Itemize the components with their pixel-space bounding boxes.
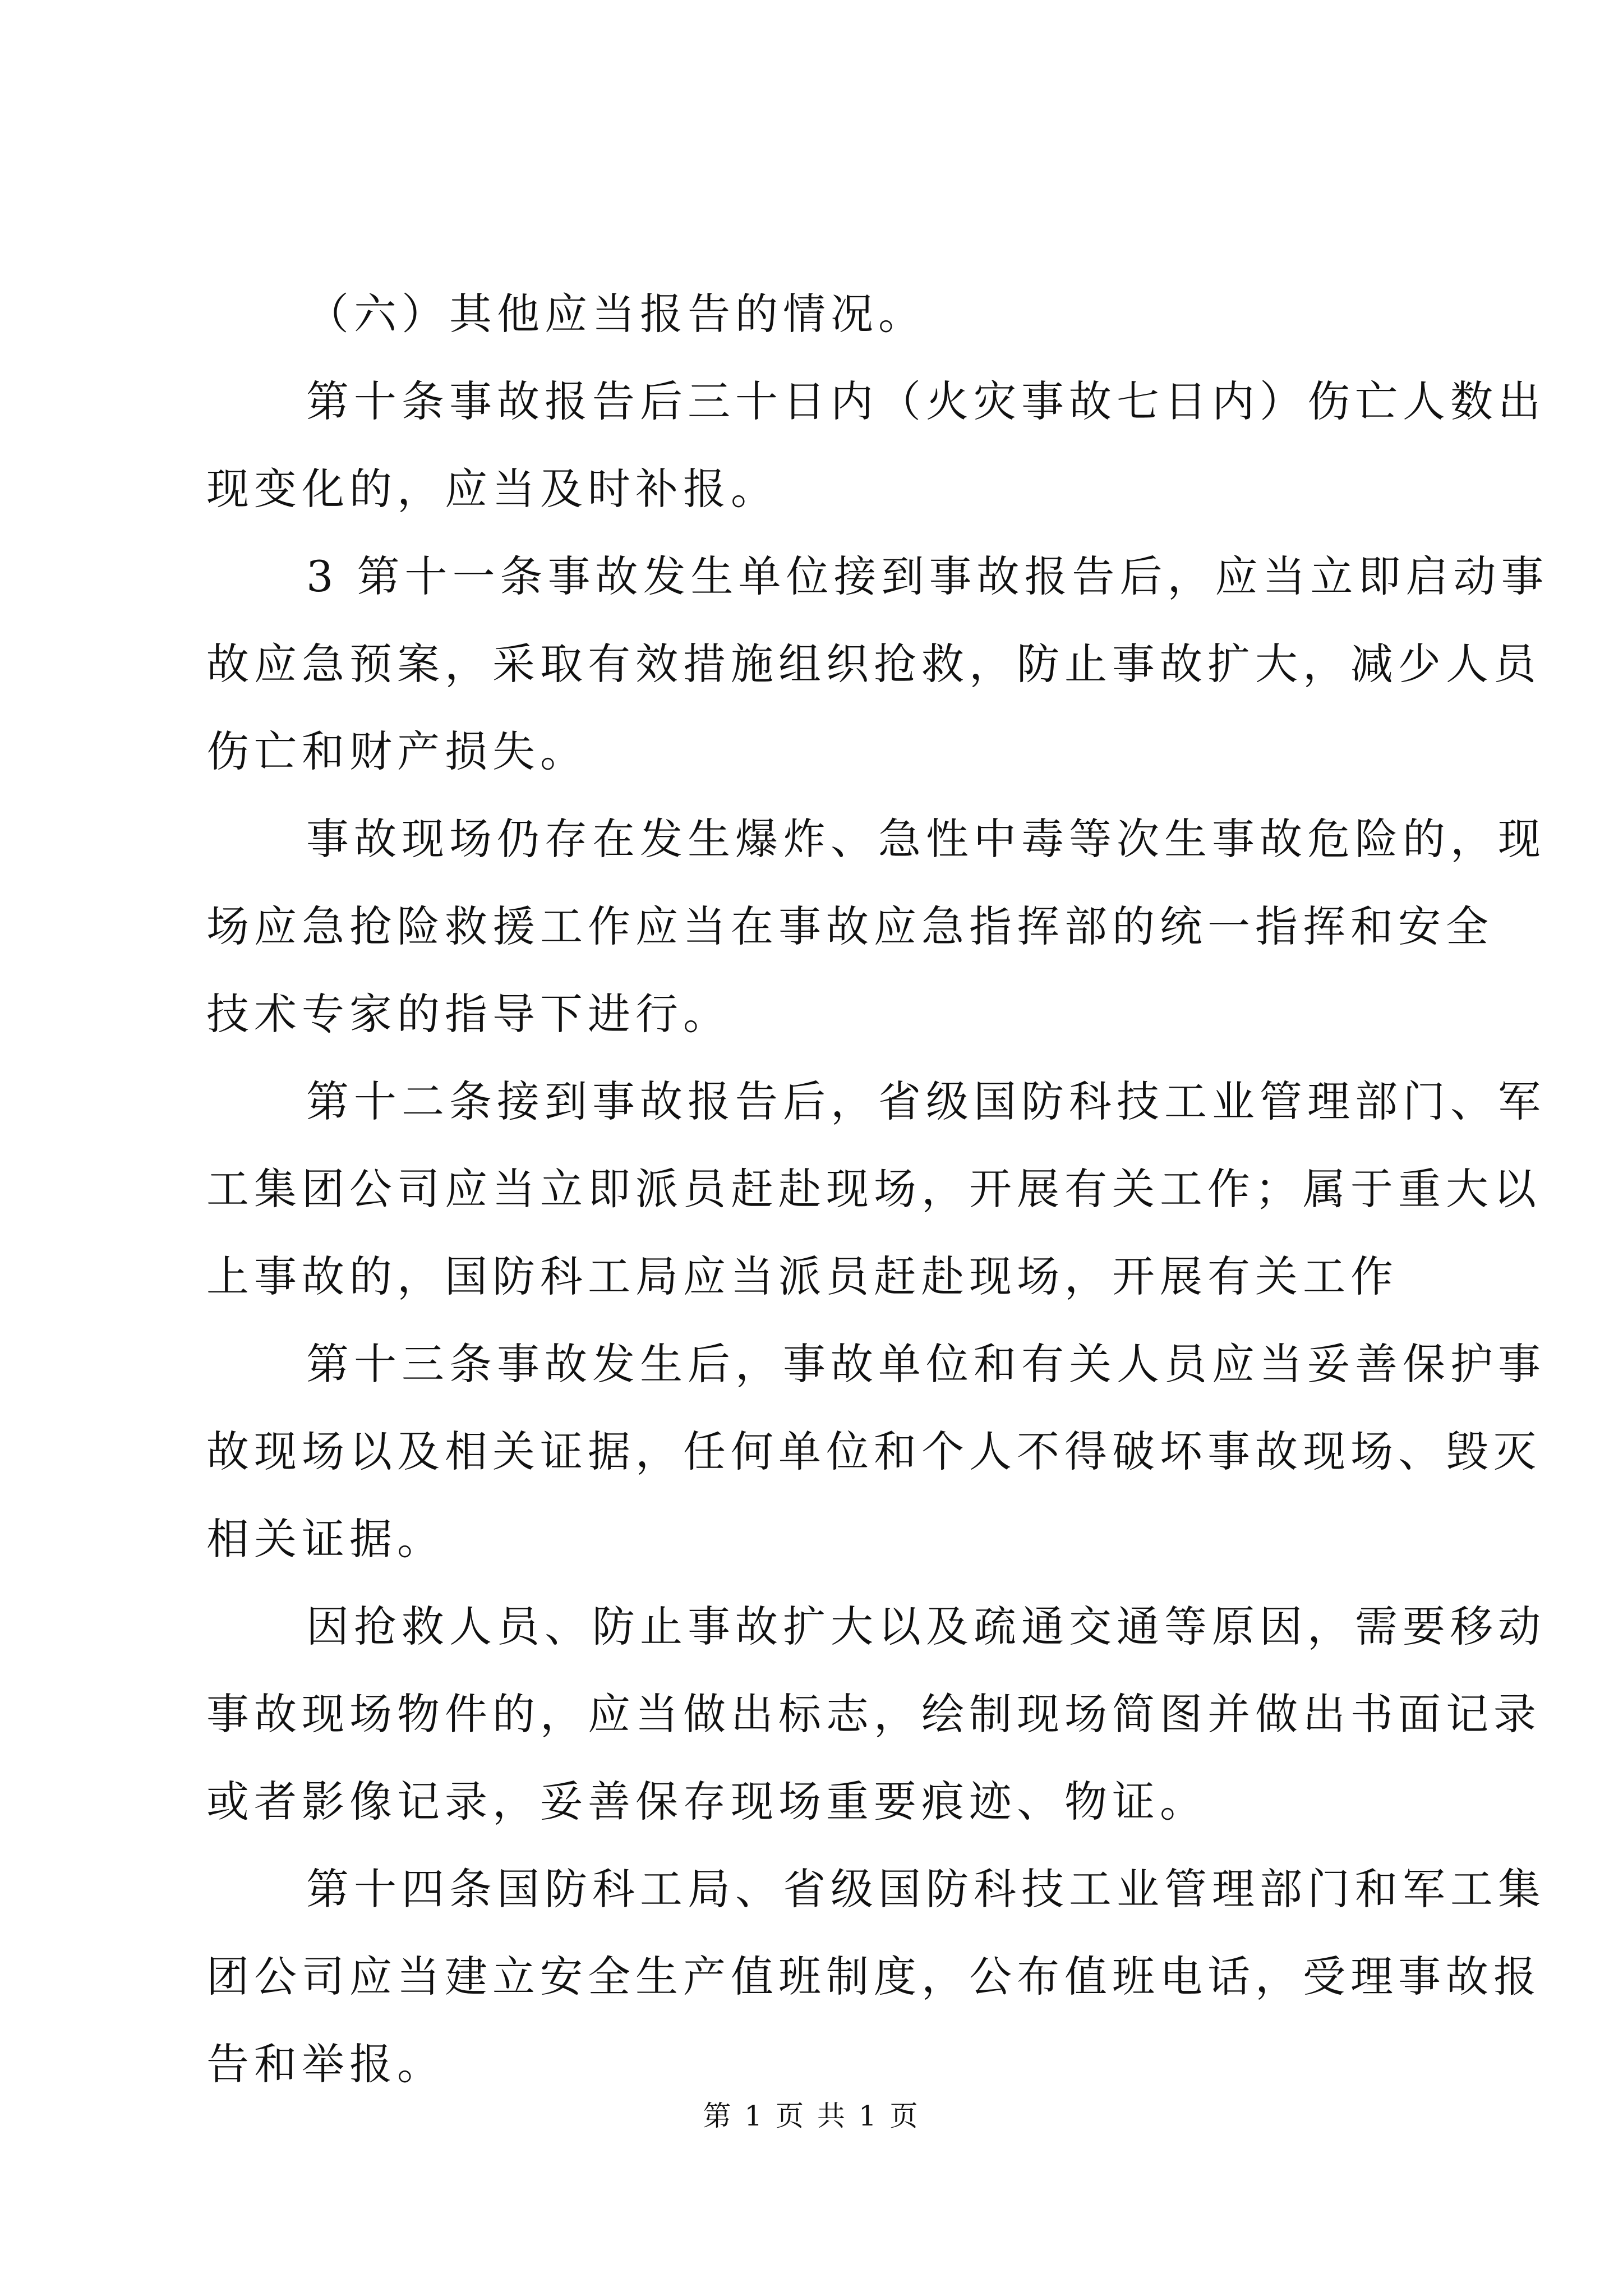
text-line: 现变化的，应当及时补报。 <box>206 464 778 514</box>
paragraph <box>206 1058 1546 1320</box>
text-line: （六）其他应当报告的情况。 <box>306 289 926 339</box>
paragraph <box>206 795 1546 1058</box>
text-line: 故现场以及相关证据，任何单位和个人不得破坏事故现场、毁灭 <box>206 1427 1541 1476</box>
paragraph <box>206 1320 1546 1583</box>
page-number-footer: 第 1 页 共 1 页 <box>703 2100 920 2132</box>
text-line: 故应急预案，采取有效措施组织抢救，防止事故扩大，减少人员 <box>206 639 1541 689</box>
paragraph <box>206 1583 1546 1846</box>
text-line: 事故现场仍存在发生爆炸、急性中毒等次生事故危险的，现 <box>306 814 1546 864</box>
text-line: 第十条事故报告后三十日内（火灾事故七日内）伤亡人数出 <box>306 376 1546 426</box>
paragraph <box>206 358 1546 533</box>
text-line: 或者影像记录，妥善保存现场重要痕迹、物证。 <box>206 1777 1207 1826</box>
paragraph <box>206 1846 1546 2108</box>
document-body <box>206 270 1549 2108</box>
text-line: 工集团公司应当立即派员赶赴现场，开展有关工作；属于重大以 <box>206 1164 1541 1214</box>
paragraph <box>206 270 1429 358</box>
text-line: 团公司应当建立安全生产值班制度，公布值班电话，受理事故报 <box>206 1952 1541 2001</box>
text-line: 3 第十一条事故发生单位接到事故报告后，应当立即启动事 <box>306 551 1549 601</box>
text-line: 第十三条事故发生后，事故单位和有关人员应当妥善保护事 <box>306 1339 1546 1389</box>
text-line: 技术专家的指导下进行。 <box>206 989 731 1039</box>
text-line: 事故现场物件的，应当做出标志，绘制现场简图并做出书面记录 <box>206 1689 1541 1739</box>
text-line: 上事故的，国防科工局应当派员赶赴现场，开展有关工作 <box>206 1251 1398 1301</box>
text-line: 因抢救人员、防止事故扩大以及疏通交通等原因，需要移动 <box>306 1602 1546 1651</box>
text-line: 告和举报。 <box>206 2039 445 2089</box>
paragraph <box>206 533 1549 795</box>
text-line: 第十二条接到事故报告后，省级国防科技工业管理部门、军 <box>306 1076 1546 1126</box>
text-line: 伤亡和财产损失。 <box>206 726 588 776</box>
text-line: 相关证据。 <box>206 1514 445 1564</box>
text-line: 场应急抢险救援工作应当在事故应急指挥部的统一指挥和安全 <box>206 901 1493 951</box>
text-line: 第十四条国防科工局、省级国防科技工业管理部门和军工集 <box>306 1864 1546 1914</box>
